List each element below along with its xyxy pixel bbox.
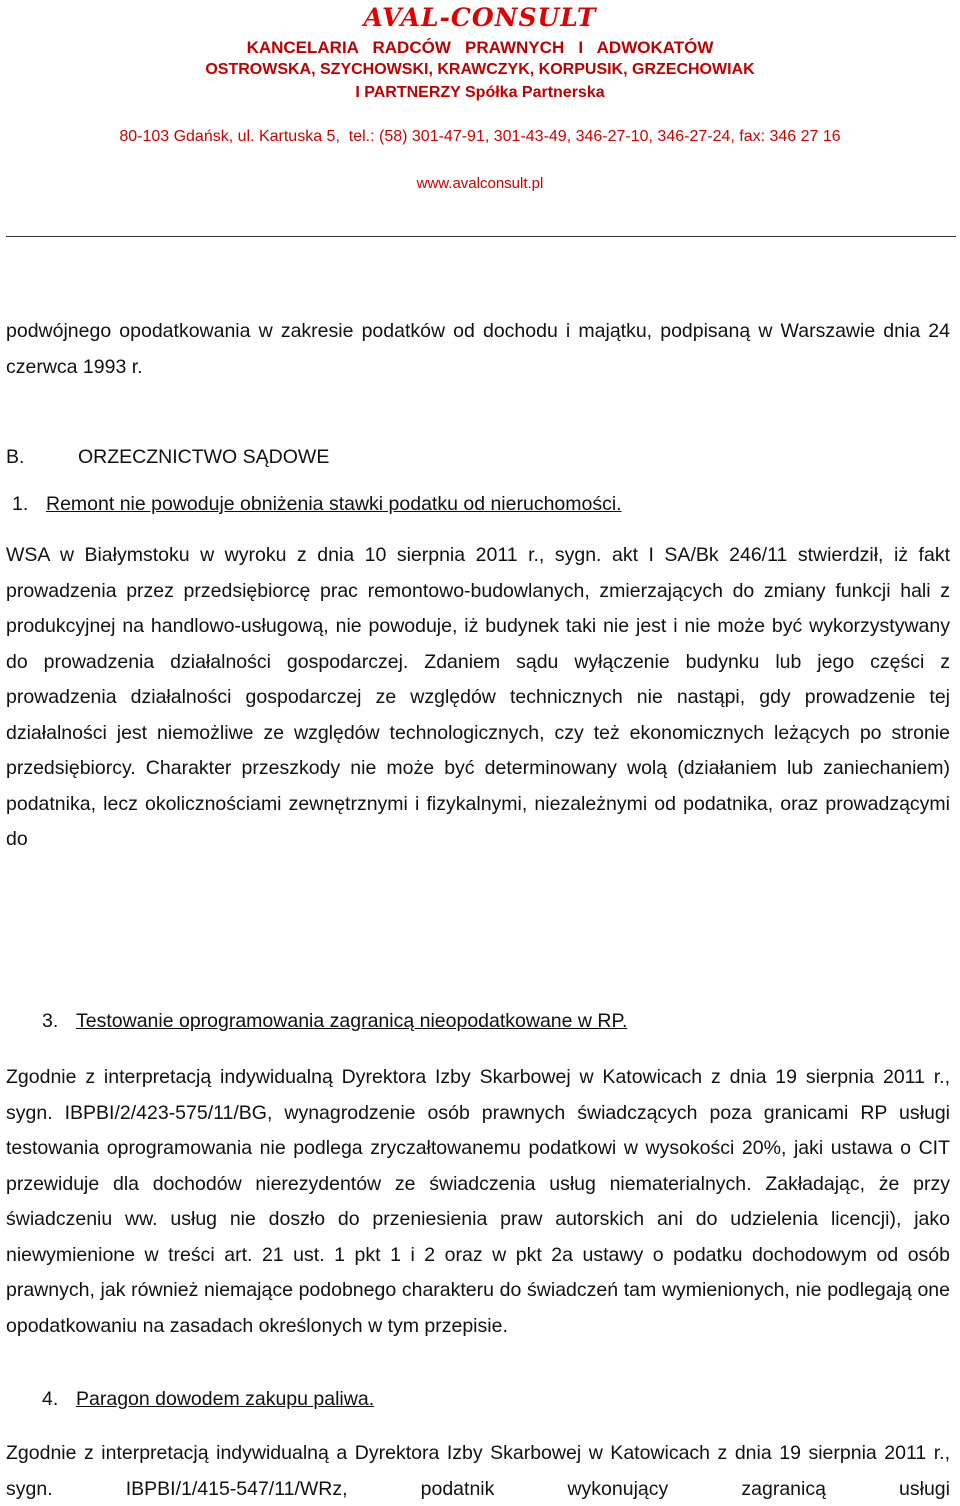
section-title: ORZECZNICTWO SĄDOWE (78, 446, 330, 468)
section-letter: B. (6, 446, 25, 468)
header-address: 80-103 Gdańsk, ul. Kartuska 5, tel.: (58) 301-47-91, 301-43-49, 346-27-10, 346-27-24, fax: 346 27 16 (119, 128, 841, 145)
item-1-title: Remont nie powoduje obniżenia stawki podatku od nieruchomości. (46, 493, 622, 515)
item-3-title: Testowanie oprogramowania zagranicą nieopodatkowane w RP. (76, 1010, 628, 1032)
header-company-line: I PARTNERZY Spółka Partnerska (355, 84, 605, 101)
item-4-paragraph (6, 1436, 950, 1506)
item-3-heading (6, 1010, 627, 1033)
header-partners-line: OSTROWSKA, SZYCHOWSKI, KRAWCZYK, KORPUSIK, GRZECHOWIAK (205, 61, 755, 78)
brand-logo: AVAL-CONSULT (363, 3, 597, 32)
item-4-number: 4. (42, 1388, 59, 1410)
item-3-paragraph (6, 1060, 950, 1344)
item-4-text: Zgodnie z interpretacją indywidualną a Dyrektora Izby Skarbowej w Katowicach z dnia 19 sierpnia 2011 r., sygn. IBPBI/1/415-547/11/WRz, podatnik wykonujący zagranicą usługi (6, 1442, 950, 1500)
item-1-number: 1. (12, 493, 29, 515)
intro-paragraph (6, 314, 950, 385)
item-4-title: Paragon dowodem zakupu paliwa. (76, 1388, 375, 1410)
item-1-heading (6, 493, 622, 516)
header-divider (6, 236, 956, 237)
intro-text: podwójnego opodatkowania w zakresie podatków od dochodu i majątku, podpisaną w Warszawie dnia 24 czerwca 1993 r. (6, 320, 950, 378)
item-3-number: 3. (42, 1010, 59, 1032)
item-4-heading (6, 1388, 374, 1411)
item-1-paragraph (6, 538, 950, 998)
section-heading (6, 446, 329, 469)
header-firm-line: KANCELARIA RADCÓW PRAWNYCH I ADWOKATÓW (246, 38, 714, 57)
item-1-text: WSA w Białymstoku w wyroku z dnia 10 sierpnia 2011 r., sygn. akt I SA/Bk 246/11 stwierdził, iż fakt prowadzenia przez przedsiębiorcę prac remontowo-budowlanych, zmierzających do zmiany funkcji hali z produkcyjnej na handlowo-usługową, nie powoduje, iż budynek taki nie jest i nie może być wykorzystywany do prowadzenia działalności gospodarczej. Zdaniem sądu wyłączenie budynku lub jego części z prowadzenia działalności gospodarczej ze względów technicznych nie nastąpi, gdy prowadzenie tej działalności jest niemożliwe ze względów technologicznych, czy też ekonomicznych leżących po stronie przedsiębiorcy. Charakter przeszkody nie może być determinowany wolą (działaniem lub zaniechaniem) podatnika, lecz okolicznościami zewnętrznymi i fizykalnymi, niezależnymi od podatnika, oraz prowadzącymi do (6, 544, 950, 850)
header-website[interactable]: www.avalconsult.pl (416, 175, 544, 192)
item-3-text: Zgodnie z interpretacją indywidualną Dyrektora Izby Skarbowej w Katowicach z dnia 19 sierpnia 2011 r., sygn. IBPBI/2/423-575/11/BG, wynagrodzenie osób prawnych świadczących poza granicami RP usługi testowania oprogramowania nie podlega zryczałtowanemu podatkowi w wysokości 20%, jaki ustawa o CIT przewiduje dla dochodów nierezydentów ze świadczenia usług niematerialnych. Zakładając, że przy świadczeniu ww. usług nie doszło do przeniesienia praw autorskich ani do udzielenia licencji), jako niewymienione w treści art. 21 ust. 1 pkt 1 i 2 oraz w pkt 2a ustawy o podatku dochodowym od osób prawnych, jak również niemające podobnego charakteru do świadczeń tam wymienionych, nie podlegają one opodatkowaniu na zasadach określonych w tym przepisie. (6, 1066, 950, 1337)
